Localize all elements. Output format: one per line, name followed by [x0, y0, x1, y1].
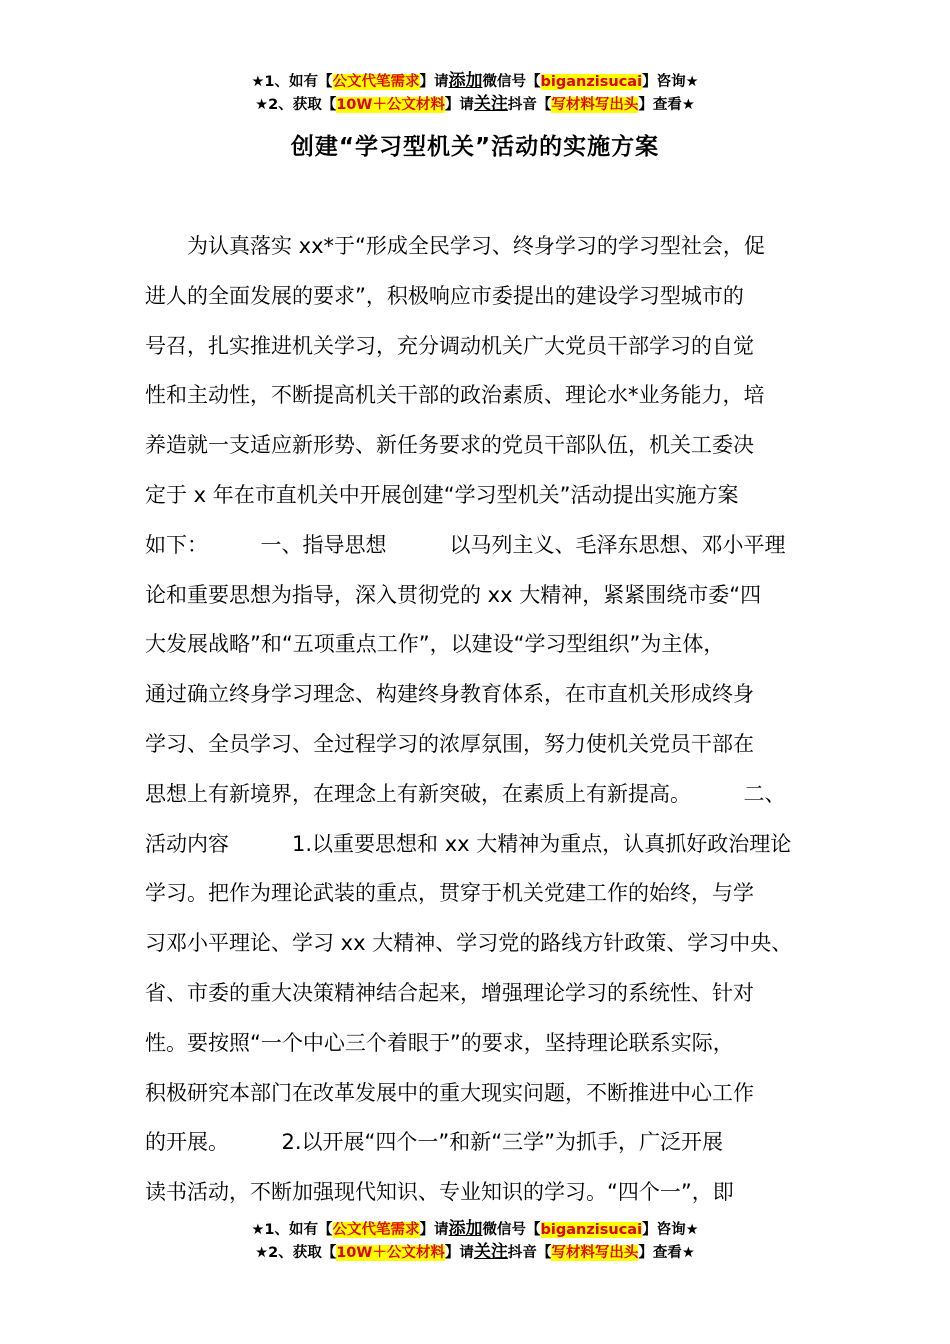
banner-wechat-id: biganzisucai [540, 1222, 643, 1238]
paragraph-line: 学习。把作为理论武装的重点，贯穿于机关党建工作的始终，与学 [145, 881, 754, 906]
footer-banner [0, 1218, 950, 1264]
paragraph-line: 养造就一支适应新形势、新任务要求的党员干部队伍，机关工委决 [145, 433, 754, 458]
banner-text: ★1、如有【 [251, 74, 333, 90]
banner-text: 微信号【 [482, 1222, 541, 1238]
banner-highlight: 写材料写出头 [551, 97, 639, 113]
paragraph-line: 的开展。 2.以开展“四个一”和新“三学”为抓手，广泛开展 [145, 1130, 724, 1155]
banner-text: 】咨询★ [642, 74, 699, 90]
document-title: 创建“学习型机关”活动的实施方案 [290, 134, 660, 160]
paragraph-line: 如下： 一、指导思想 以马列主义、毛泽东思想、邓小平理 [145, 532, 786, 557]
banner-text: 】咨询★ [642, 1222, 699, 1238]
paragraph-line: 号召，扎实推进机关学习，充分调动机关广大党员干部学习的自觉 [145, 333, 754, 358]
banner-highlight: 公文代笔需求 [332, 1222, 420, 1238]
paragraph-line: 习邓小平理论、学习 xx 大精神、学习党的路线方针政策、学习中央、 [145, 931, 793, 956]
paragraph-line: 读书活动，不断加强现代知识、专业知识的学习。“四个一”，即 [145, 1180, 734, 1205]
banner-line-1 [0, 1218, 950, 1241]
banner-text: 】查看★ [638, 97, 695, 113]
paragraph-line: 进人的全面发展的要求”，积极响应市委提出的建设学习型城市的 [145, 283, 744, 308]
paragraph-line: 省、市委的重大决策精神结合起来，增强理论学习的系统性、针对 [145, 980, 754, 1005]
banner-underline: 关注 [473, 94, 508, 114]
banner-text: 微信号【 [482, 74, 541, 90]
banner-text: ★2、获取【 [255, 1245, 337, 1261]
banner-highlight: 公文代笔需求 [332, 74, 420, 90]
banner-text: ★1、如有【 [251, 1222, 333, 1238]
banner-underline: 添加 [448, 1219, 483, 1239]
banner-text: 】请 [444, 97, 474, 113]
paragraph-line: 学习、全员学习、全过程学习的浓厚氛围，努力使机关党员干部在 [145, 731, 754, 756]
banner-text: ★2、获取【 [255, 97, 337, 113]
banner-text: 】请 [419, 1222, 449, 1238]
banner-wechat-id: biganzisucai [540, 74, 643, 90]
paragraph-line: 积极研究本部门在改革发展中的重大现实问题，不断推进中心工作 [145, 1080, 754, 1105]
paragraph-line: 大发展战略”和“五项重点工作”，以建设“学习型组织”为主体， [145, 632, 725, 657]
banner-text: 】查看★ [638, 1245, 695, 1261]
banner-underline: 关注 [473, 1242, 508, 1262]
banner-line-1 [0, 70, 950, 93]
banner-text: 】请 [419, 74, 449, 90]
paragraph-line: 性和主动性，不断提高机关干部的政治素质、理论水*业务能力，培 [145, 383, 765, 408]
paragraph-line: 通过确立终身学习理念、构建终身教育体系，在市直机关形成终身 [145, 682, 754, 707]
banner-highlight: 10W＋公文材料 [336, 97, 445, 113]
banner-underline: 添加 [448, 71, 483, 91]
banner-text: 抖音【 [507, 97, 552, 113]
banner-text: 抖音【 [507, 1245, 552, 1261]
banner-highlight: 写材料写出头 [551, 1245, 639, 1261]
document-body [145, 228, 825, 1224]
paragraph-line: 为认真落实 xx*于“形成全民学习、终身学习的学习型社会，促 [187, 234, 765, 258]
banner-highlight: 10W＋公文材料 [336, 1245, 445, 1261]
paragraph-line: 活动内容 1.以重要思想和 xx 大精神为重点，认真抓好政治理论 [145, 831, 792, 856]
banner-text: 】请 [444, 1245, 474, 1261]
paragraph-line: 思想上有新境界，在理念上有新突破，在素质上有新提高。 二、 [145, 781, 786, 806]
paragraph-line: 性。要按照“一个中心三个着眼于”的要求，坚持理论联系实际， [145, 1030, 734, 1055]
paragraph-line: 论和重要思想为指导，深入贯彻党的 xx 大精神，紧紧围绕市委“四 [145, 582, 762, 607]
header-banner [0, 70, 950, 116]
paragraph-line: 定于 x 年在市直机关中开展创建“学习型机关”活动提出实施方案 [145, 482, 739, 507]
banner-line-2 [0, 1241, 950, 1264]
banner-line-2 [0, 93, 950, 116]
